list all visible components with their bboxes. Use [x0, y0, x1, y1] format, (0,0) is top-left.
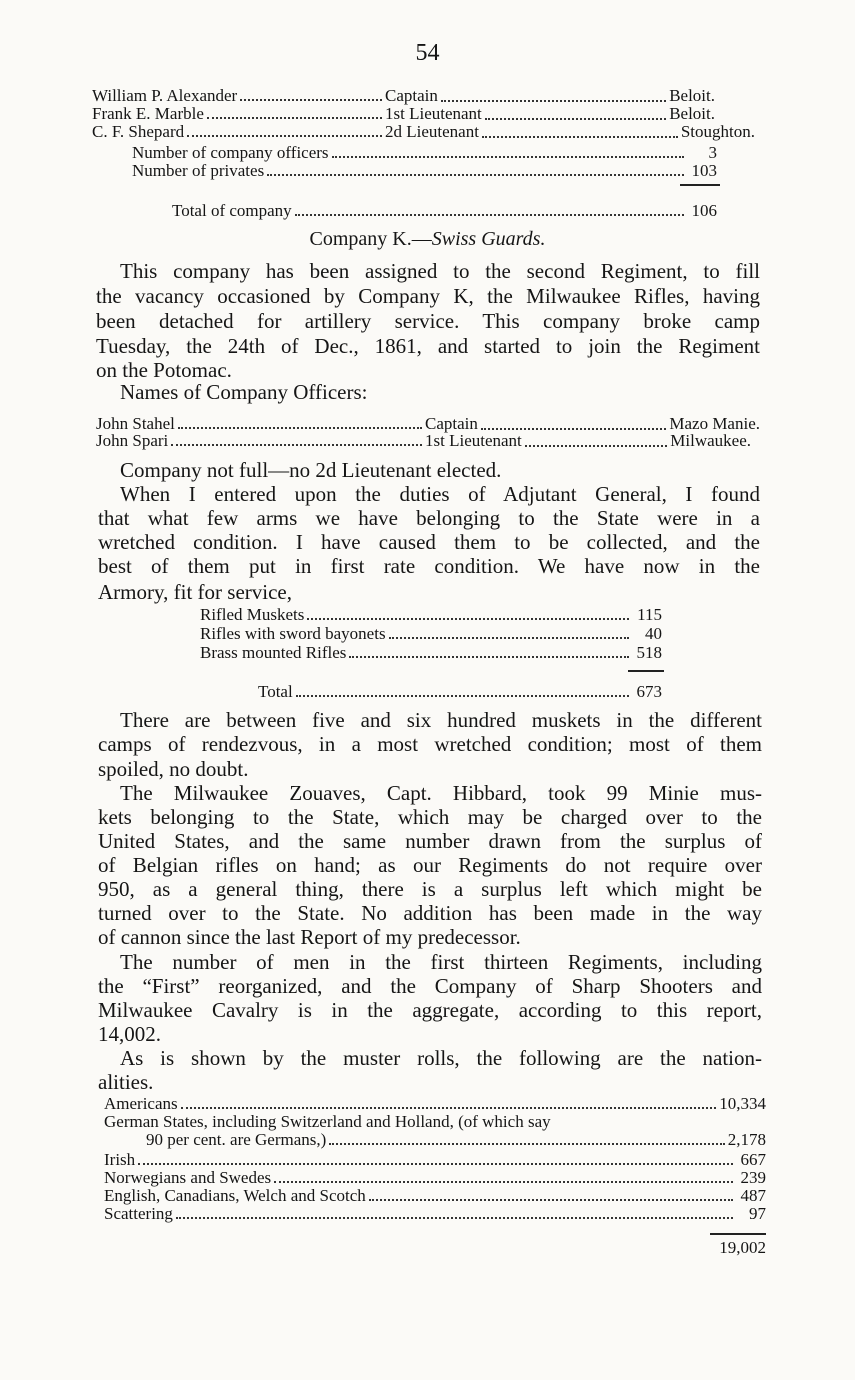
arms-value: 40 — [645, 624, 662, 643]
nationality-value: 10,334 — [719, 1094, 766, 1113]
nationalities-total-row — [700, 1238, 766, 1258]
paragraph-line: The number of men in the first thirteen Regiments, including — [120, 950, 762, 974]
nationality-row — [104, 1112, 766, 1132]
officer-name: Frank E. Marble — [92, 104, 204, 123]
arms-label: Rifled Muskets — [200, 605, 305, 624]
arms-total-row — [258, 682, 662, 702]
paragraph-line: alities. — [98, 1070, 154, 1094]
paragraph-line: 14,002. — [98, 1022, 161, 1046]
arms-total-value: 673 — [636, 682, 662, 701]
officer-name: John Stahel — [96, 414, 175, 433]
page-number: 54 — [415, 40, 440, 66]
nationality-row — [104, 1150, 766, 1170]
arms-label: Rifles with sword bayonets — [200, 624, 386, 643]
officer-place: Stoughton. — [680, 122, 755, 141]
paragraph-line: Tuesday, the 24th of Dec., 1861, and started to join the Regiment — [96, 334, 760, 358]
nationality-value: 487 — [740, 1186, 766, 1205]
officer-place: Mazo Manie. — [669, 414, 760, 433]
paragraph-line: wretched condition. I have caused them to be collected, and the — [98, 530, 760, 554]
arms-row — [200, 643, 662, 663]
nationality-value: 97 — [749, 1204, 766, 1223]
count-row — [132, 161, 717, 181]
nationality-row — [104, 1168, 766, 1188]
paragraph-line: 950, as a general thing, there is a surplus left which might be — [98, 877, 762, 901]
paragraph-line: of cannon since the last Report of my predecessor. — [98, 925, 521, 949]
officer-row — [92, 122, 755, 142]
nationality-label: Americans — [104, 1094, 178, 1113]
paragraph-line: the “First” reorganized, and the Company of Sharp Shooters and — [98, 974, 762, 998]
nationality-label: Irish — [104, 1150, 136, 1169]
count-value: 103 — [691, 161, 717, 180]
nationality-label: Norwegians and Swedes — [104, 1168, 272, 1187]
nationality-row — [146, 1130, 766, 1150]
nationality-label: Scattering — [104, 1204, 173, 1223]
arms-row — [200, 624, 662, 644]
paragraph-line: of Belgian rifles on hand; as our Regiments do not require over — [98, 853, 762, 877]
section-heading — [0, 228, 855, 251]
officers-heading: Names of Company Officers: — [120, 380, 368, 404]
paragraph-line: turned over to the State. No addition has been made in the way — [98, 901, 762, 925]
sum-rule — [628, 670, 664, 672]
paragraph-line: Armory, fit for service, — [98, 580, 292, 604]
nationality-value: 239 — [740, 1168, 766, 1187]
officer-row — [92, 86, 715, 106]
count-label: Number of company officers — [132, 143, 329, 162]
officer-rank: Captain — [425, 414, 478, 433]
total-label: Total of company — [172, 201, 292, 220]
arms-value: 115 — [637, 605, 662, 624]
paragraph-line: best of them put in first rate condition. We have now in the — [98, 554, 760, 578]
nationality-row — [104, 1186, 766, 1206]
paragraph-line: been detached for artillery service. This company broke camp — [96, 309, 760, 333]
paragraph-line: that what few arms we have belonging to the State were in a — [98, 506, 760, 530]
officer-row — [96, 431, 751, 451]
paragraph-line: camps of rendezvous, in a most wretched condition; most of them — [98, 732, 762, 756]
count-label: Number of privates — [132, 161, 265, 180]
paragraph-line: The Milwaukee Zouaves, Capt. Hibbard, took 99 Minie mus- — [120, 781, 762, 805]
arms-value: 518 — [636, 643, 662, 662]
nationality-label: German States, including Switzerland and Holland, (of which say — [104, 1112, 551, 1131]
paragraph-line: This company has been assigned to the second Regiment, to fill — [120, 259, 760, 283]
officer-place: Beloit. — [669, 86, 715, 105]
nationality-value: 667 — [740, 1150, 766, 1169]
paragraph-line: spoiled, no doubt. — [98, 757, 249, 781]
paragraph-line: United States, and the same number drawn from the surplus of — [98, 829, 762, 853]
nationality-label: 90 per cent. are Germans,) — [146, 1130, 327, 1149]
paragraph-line: As is shown by the muster rolls, the following are the nation- — [120, 1046, 762, 1070]
nationality-row — [104, 1204, 766, 1224]
paragraph-line: There are between five and six hundred muskets in the different — [120, 708, 762, 732]
officer-place: Milwaukee. — [670, 431, 751, 450]
heading-italic: Swiss Guards. — [431, 228, 546, 250]
officer-name: C. F. Shepard — [92, 122, 185, 141]
arms-row — [200, 605, 662, 625]
heading-text: Company K.— — [309, 228, 432, 250]
total-value: 106 — [691, 201, 717, 220]
paragraph-line: Milwaukee Cavalry is in the aggregate, according to this report, — [98, 998, 762, 1022]
sum-rule — [680, 184, 720, 186]
officer-row — [92, 104, 715, 124]
sum-rule — [710, 1233, 766, 1235]
officer-rank: 1st Lieutenant — [385, 104, 482, 123]
officer-name: John Spari — [96, 431, 169, 450]
nationality-value: 2,178 — [727, 1130, 766, 1149]
total-row — [172, 201, 717, 221]
paragraph-line: When I entered upon the duties of Adjutant General, I found — [120, 482, 760, 506]
nationalities-total-value: 19,002 — [719, 1238, 766, 1257]
paragraph-line: kets belonging to the State, which may be charged over to the — [98, 805, 762, 829]
officer-rank: 1st Lieutenant — [425, 431, 522, 450]
nationality-row — [104, 1094, 766, 1114]
note-line: Company not full—no 2d Lieutenant elected. — [120, 458, 502, 482]
arms-label: Brass mounted Rifles — [200, 643, 347, 662]
officer-rank: Captain — [385, 86, 438, 105]
officer-name: William P. Alexander — [92, 86, 238, 105]
count-value: 3 — [708, 143, 717, 162]
nationality-label: English, Canadians, Welch and Scotch — [104, 1186, 366, 1205]
count-row — [132, 143, 717, 163]
paragraph-line: the vacancy occasioned by Company K, the Milwaukee Rifles, having — [96, 284, 760, 308]
officer-place: Beloit. — [669, 104, 715, 123]
officer-rank: 2d Lieutenant — [385, 122, 479, 141]
paragraph-line: on the Potomac. — [96, 358, 232, 382]
arms-total-label: Total — [258, 682, 293, 701]
